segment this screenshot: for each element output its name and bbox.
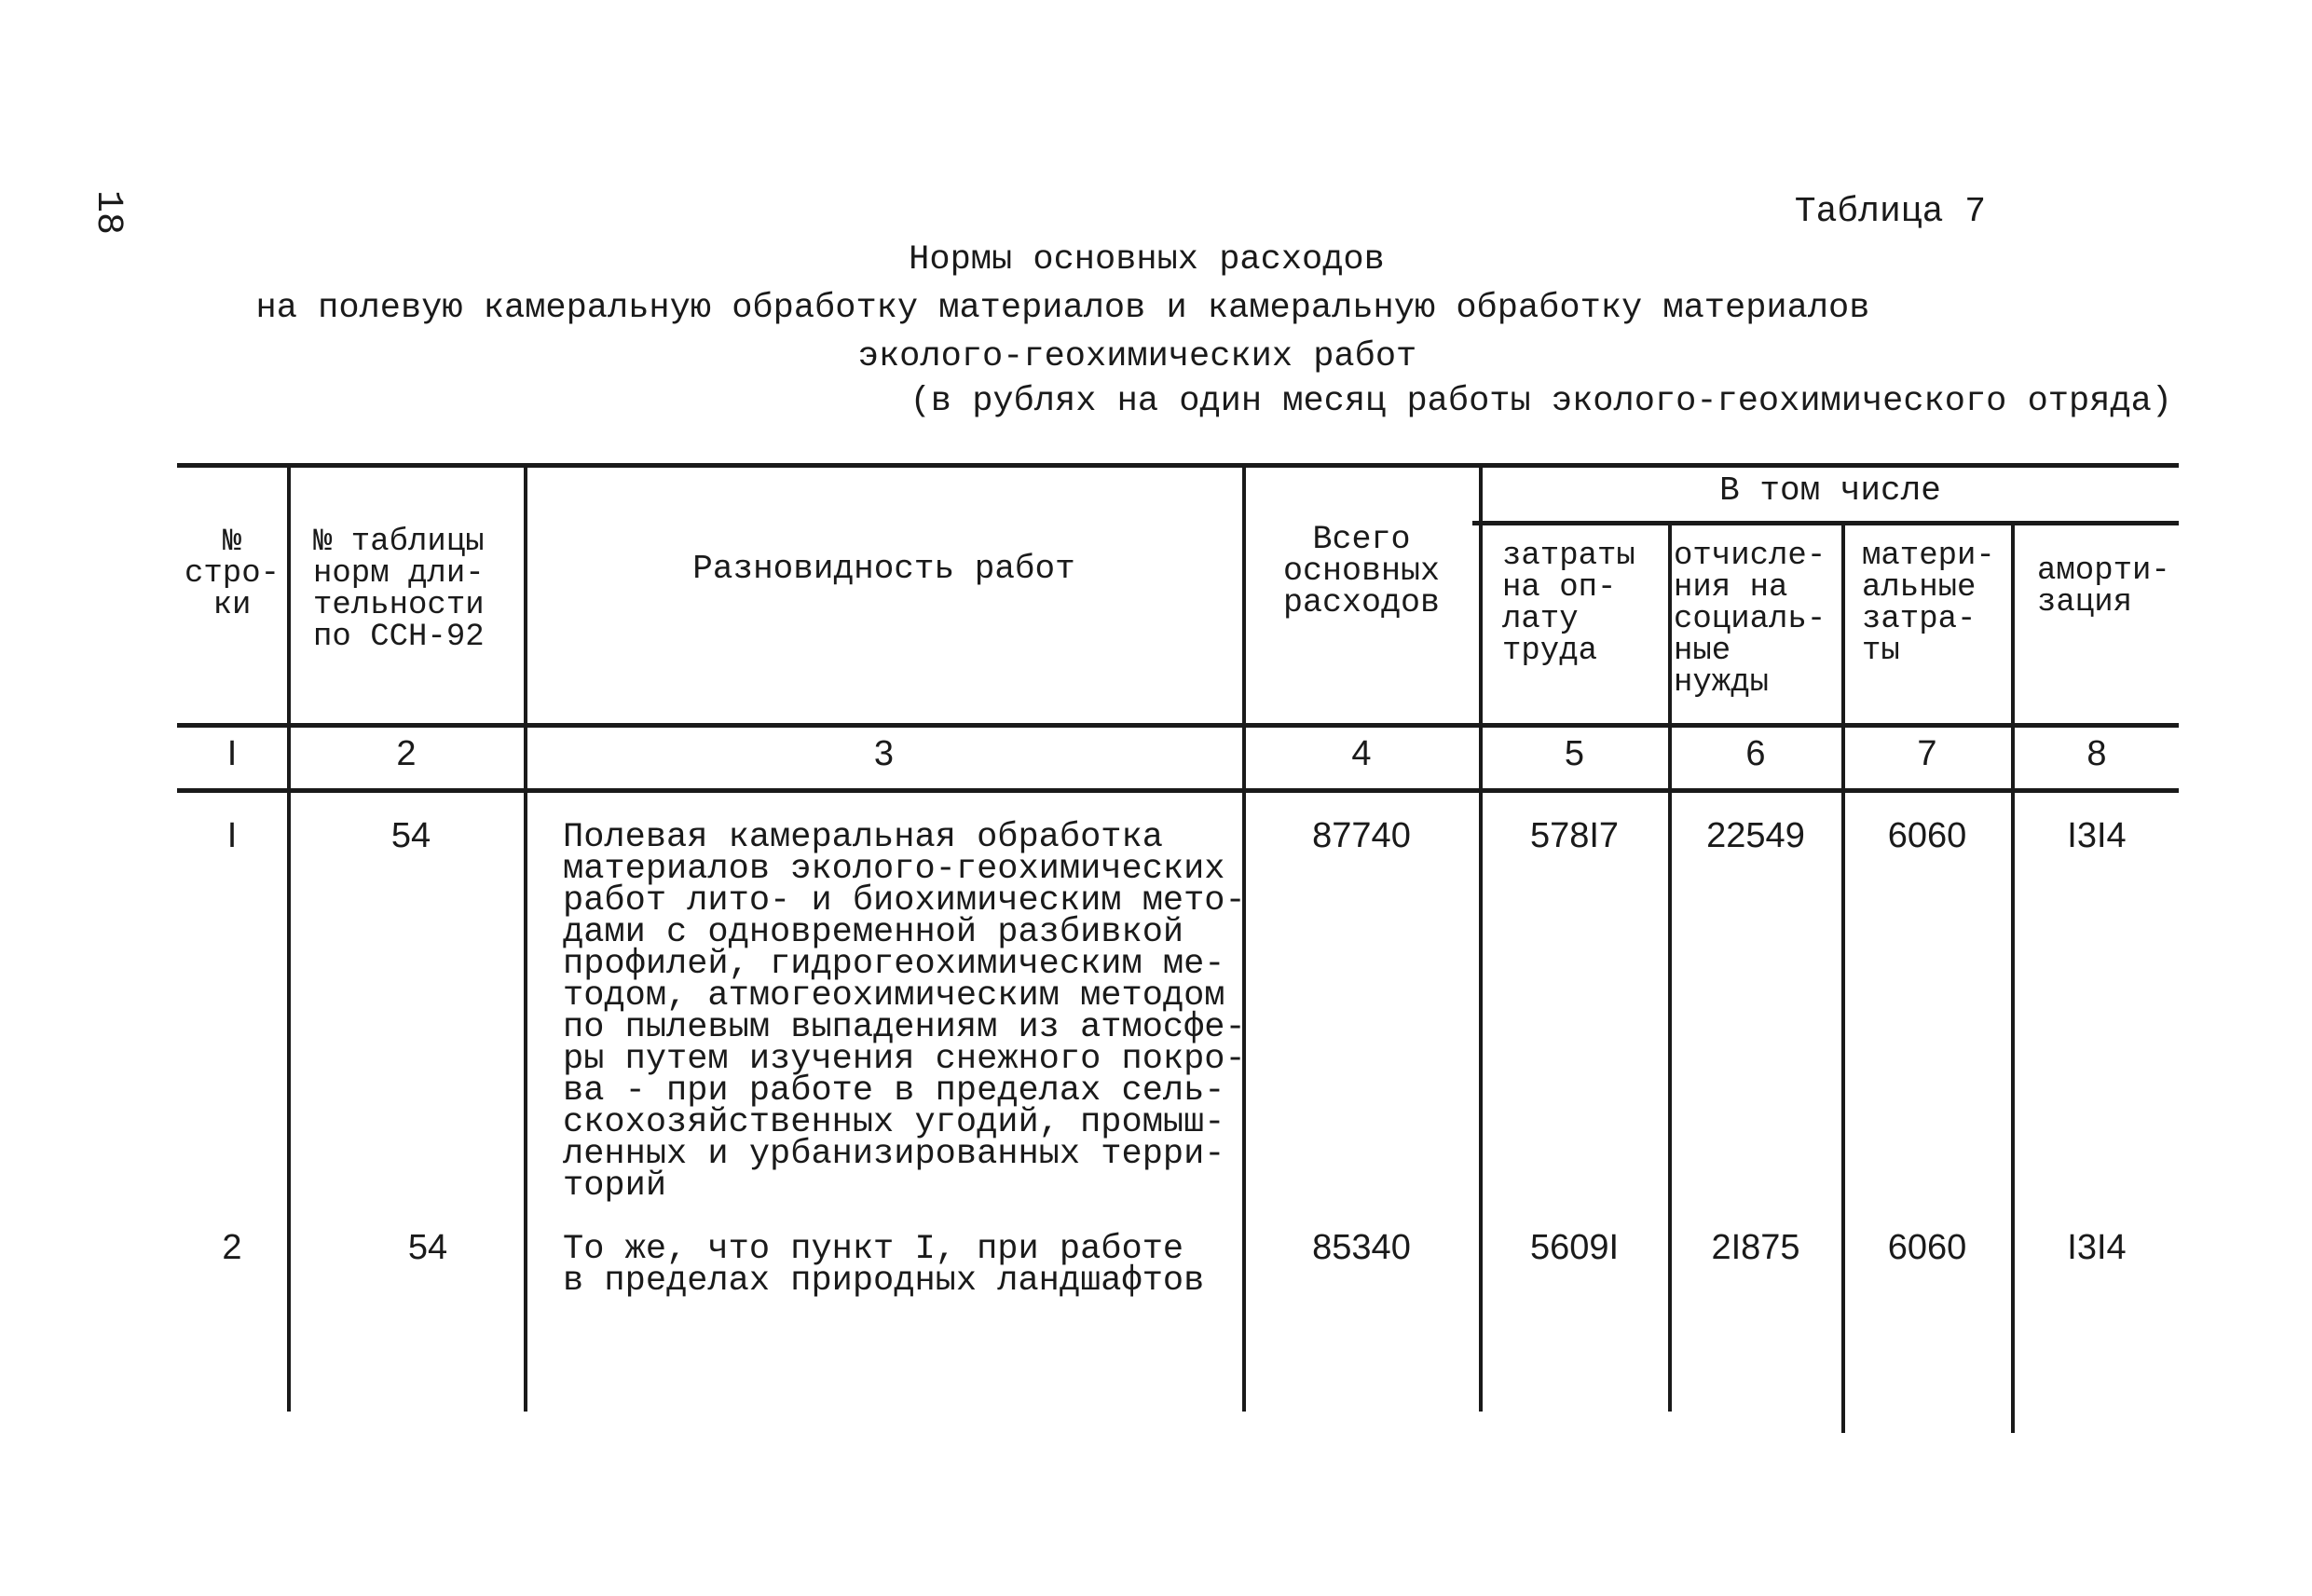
social-deductions: 2I875 bbox=[1711, 1228, 1800, 1267]
header-labor-costs: затраты на оп- лату труда bbox=[1502, 539, 1635, 669]
header-bottom-rule bbox=[177, 723, 2179, 728]
header-total: Всего основных расходов bbox=[1282, 521, 1441, 621]
col-divider-2 bbox=[524, 465, 527, 1412]
header-in-that-number: В том числе bbox=[1719, 471, 1941, 510]
amortization: I3I4 bbox=[2067, 1228, 2127, 1267]
amortization: I3I4 bbox=[2067, 816, 2127, 855]
subheader-rule bbox=[1472, 521, 2179, 525]
column-number-7: 7 bbox=[1917, 734, 1937, 773]
labor-costs: 5609I bbox=[1529, 1228, 1620, 1267]
column-number-2: 2 bbox=[396, 734, 417, 773]
work-type-description: То же, что пункт I, при работе в пределах природных ландшафтов bbox=[563, 1230, 1205, 1301]
col-divider-7 bbox=[2011, 523, 2015, 1433]
row-number: 2 bbox=[222, 1228, 242, 1267]
header-row-no: № стро- ки bbox=[184, 525, 280, 623]
material-costs: 6060 bbox=[1887, 816, 1967, 855]
row-number: I bbox=[226, 816, 238, 855]
column-number-6: 6 bbox=[1745, 734, 1766, 773]
column-numbers-rule bbox=[177, 788, 2179, 793]
table-label: Таблица 7 bbox=[1794, 192, 1986, 232]
page-number: 18 bbox=[87, 190, 129, 236]
column-number-1: I bbox=[226, 734, 238, 773]
title-line-3: эколого-геохимических работ bbox=[857, 337, 1417, 376]
column-number-3: 3 bbox=[873, 734, 895, 773]
units-note: (в рублях на один месяц работы эколого-геохимического отряда) bbox=[910, 382, 2172, 421]
social-deductions: 22549 bbox=[1706, 816, 1805, 855]
header-material-costs: матери- альные затра- ты bbox=[1862, 539, 1995, 669]
norm-table-number: 54 bbox=[407, 1228, 448, 1267]
header-norm-table-no: № таблицы норм дли- тельности по ССН-92 bbox=[313, 525, 485, 655]
col-divider-1 bbox=[287, 465, 291, 1412]
column-number-4: 4 bbox=[1351, 734, 1372, 773]
header-amortization: аморти- зация bbox=[2037, 553, 2170, 621]
title-line-2: на полевую камеральную обработку материалов и камеральную обработку материалов bbox=[255, 289, 1870, 328]
norm-table-number: 54 bbox=[390, 816, 431, 855]
material-costs: 6060 bbox=[1887, 1228, 1967, 1267]
column-number-8: 8 bbox=[2086, 734, 2107, 773]
title-line-1: Нормы основных расходов bbox=[909, 240, 1385, 280]
col-divider-5 bbox=[1668, 523, 1672, 1412]
work-type-description: Полевая камеральная обработка материалов эколого-геохимических работ лито- и биохимическим мето- дами с одновременной разбивкой профилей, гидрогеохимическим ме- тодом, атмогеохимическим методом по пылевым выпадениям из атмосфе- ры путем изучения снежного покро- ва - при работе в пределах сель- скохозяйственных угодий, промыш- ленных и урбанизированных терри- торий bbox=[563, 818, 1246, 1206]
labor-costs: 578I7 bbox=[1529, 816, 1620, 855]
header-social-deductions: отчисле- ния на социаль- ные нужды bbox=[1674, 539, 1826, 701]
column-number-5: 5 bbox=[1564, 734, 1585, 773]
col-divider-4 bbox=[1479, 465, 1483, 1412]
total-costs: 87740 bbox=[1312, 816, 1411, 855]
total-costs: 85340 bbox=[1312, 1228, 1411, 1267]
header-work-type: Разновидность работ bbox=[692, 550, 1075, 588]
col-divider-6 bbox=[1841, 523, 1845, 1433]
table-top-rule bbox=[177, 463, 2179, 468]
